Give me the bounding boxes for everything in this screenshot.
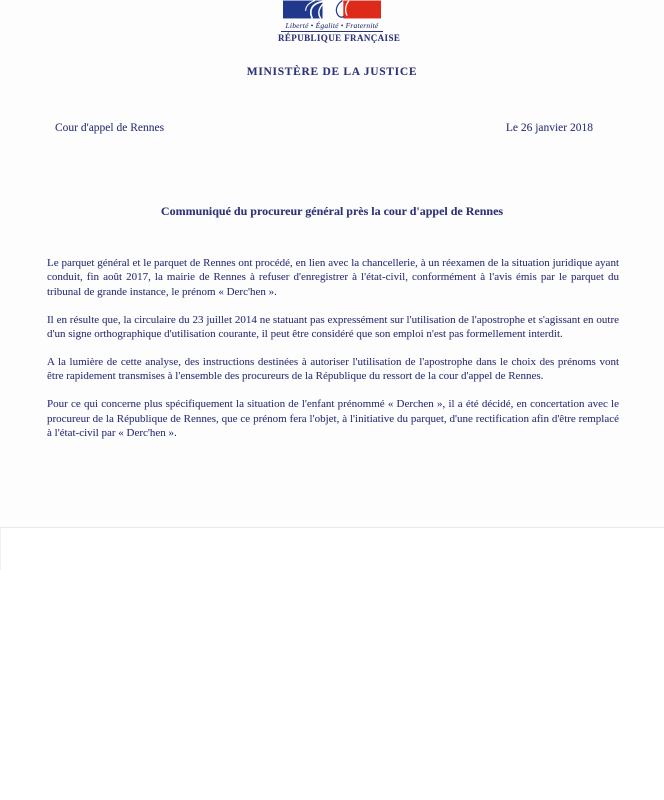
logo-motto: Liberté • Égalité • Fraternité — [285, 21, 379, 30]
logo-divider-line — [281, 31, 383, 32]
republique-francaise-logo — [278, 0, 401, 43]
paragraph-4: Pour ce qui concerne plus spécifiquement la situation de l'enfant prénommé « Derchen », il a été décidé, en concertation avec le procureur de la République de Rennes, que ce prénom fera l'objet, à l'initiative du parquet, d'une rectification afin d'être remplacé à l'état-civil par « Derc'hen ». — [47, 398, 619, 440]
page-edge-tick — [0, 528, 1, 570]
communique-body — [47, 256, 619, 454]
paragraph-2: Il en résulte que, la circulaire du 23 juillet 2014 ne statuant pas expressément sur l'utilisation de l'apostrophe et s'agissant en outre d'un signe orthographique d'utilisation courante, il peut être considéré que son emploi n'est pas formellement interdit. — [47, 313, 619, 341]
paragraph-3: A la lumière de cette analyse, des instructions destinées à autoriser l'utilisation de l'apostrophe dans le choix des prénoms vont être rapidement transmises à l'ensemble des procureurs de la République du ressort de la cour d'appel de Rennes. — [47, 356, 619, 383]
ministry-heading: MINISTÈRE DE LA JUSTICE — [246, 66, 418, 78]
paragraph-1: Le parquet général et le parquet de Rennes ont procédé, en lien avec la chancellerie, à un réexamen de la situation juridique ayant conduit, fin août 2017, la mairie de Rennes à refuser d'enregistrer à l'état-civil, conformément à l'avis émis par le parquet du tribunal de grande instance, le prénom « Derc'hen ». — [47, 257, 619, 298]
document-date: Le 26 janvier 2018 — [505, 122, 593, 134]
letterhead-row — [55, 122, 593, 134]
logo-republique-francaise-text: RÉPUBLIQUE FRANÇAISE — [278, 33, 401, 43]
issuer-name: Cour d'appel de Rennes — [55, 122, 165, 134]
french-flag-marianne-icon — [278, 0, 386, 19]
communique-title: Communiqué du procureur général près la cour d'appel de Rennes — [160, 204, 504, 218]
